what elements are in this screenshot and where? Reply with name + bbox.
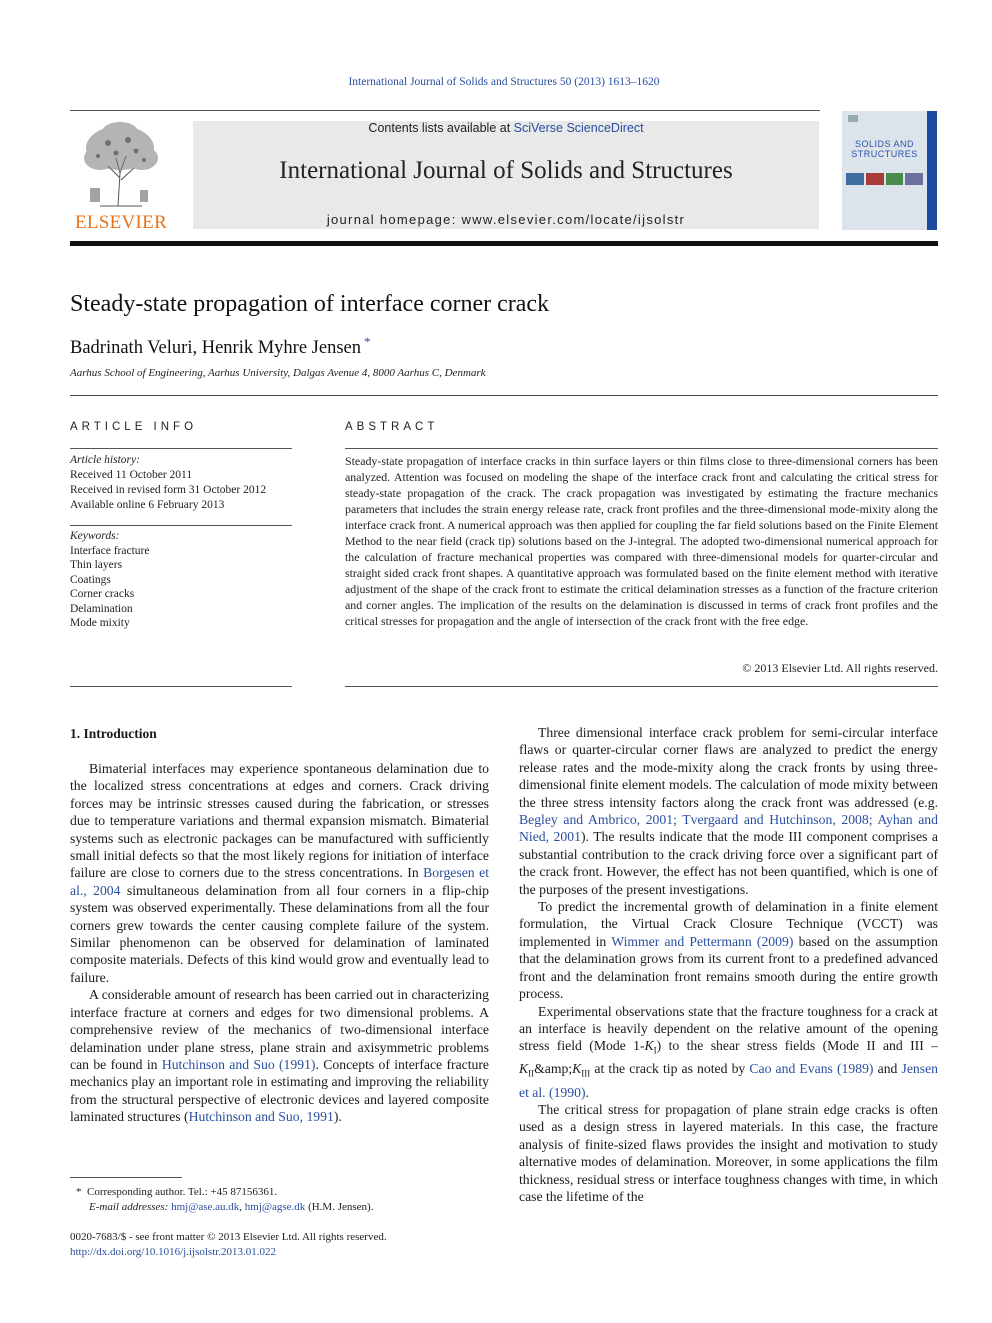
subscript: I (653, 1046, 657, 1057)
article-info-rule-bottom (70, 686, 292, 687)
email-suffix: (H.M. Jensen). (305, 1201, 374, 1213)
keyword-item: Mode mixity (70, 617, 130, 629)
header-top-rule (70, 110, 820, 111)
elsevier-tree-icon (70, 118, 172, 210)
citation-link[interactable]: Jensen et al. (1990) (519, 1061, 938, 1100)
paragraph-text: ). The results indicate that the mode III component comprises a substantial contribution to the crack driving force over a significant part of the crack front. However, the effect has not been quantified, which is one of the purposes of the present investigations. (519, 829, 938, 897)
footnote-mark: * (76, 1186, 82, 1198)
paragraph-text: . (585, 1084, 589, 1100)
body-column-right (519, 724, 938, 1205)
front-matter (70, 1230, 489, 1260)
paragraph (519, 1003, 938, 1102)
homepage-prefix: journal homepage: (326, 212, 462, 227)
email-note (70, 1200, 489, 1215)
issn-line: 0020-7683/$ - see front matter © 2013 Elsevier Ltd. All rights reserved. (70, 1231, 387, 1243)
paragraph-text: ). (333, 1109, 342, 1125)
paragraph-text: ) to the shear stress fields (Mode II and III – (656, 1038, 938, 1054)
paragraph-text: Three dimensional interface crack problem for semi-circular interface flaws or quarter-circular corner flaws are analyzed to predict the energy release rates and the mode-mixity along the crack fronts by using three-dimensional finite element models. The calculation of mode mixity between the three stress intensity factors along the crack front was addressed (e.g. (519, 725, 938, 810)
sciencedirect-link[interactable]: SciVerse ScienceDirect (513, 121, 644, 135)
paragraph (519, 724, 938, 898)
cover-logo-icon (848, 115, 858, 122)
abstract-heading: ABSTRACT (345, 421, 439, 433)
article-info-rule-top (70, 448, 292, 449)
paragraph-text: simultaneous delamination from all four corners in a flip-chip system was observed experimentally. These delaminations from all the four corners grew towards the center causing complete failure of the system. Similar phenomenon can be observed for delamination of laminated composite materials. Defects of this kind would grow and eventually lead to failure. (70, 882, 489, 985)
footnotes (70, 1185, 489, 1215)
keyword-item: Interface fracture (70, 544, 150, 557)
symbol-k: K (644, 1038, 654, 1054)
keyword-item: Delamination (70, 602, 133, 615)
elsevier-wordmark: ELSEVIER (74, 212, 168, 233)
paragraph-text: Experimental observations state that the fracture toughness for a crack at an interface is heavily dependent on the relative amount of the opening stress field (Mode 1- (519, 1003, 938, 1054)
corresponding-author-mark[interactable]: * (363, 334, 371, 349)
author-list (70, 334, 370, 359)
citation-link[interactable]: Hutchinson and Suo, 1991 (188, 1109, 334, 1125)
paragraph-text: To predict the incremental growth of delamination in a finite element formulation, the Virtual Crack Closure Technique (VCCT) was implemented in (519, 899, 938, 949)
email-label: E-mail addresses: (89, 1201, 172, 1213)
keyword-item: Thin layers (70, 559, 123, 571)
cover-title-line-1: SOLIDS AND (854, 139, 915, 149)
elsevier-logo (70, 118, 172, 234)
subscript: III (581, 1069, 591, 1080)
article-history (70, 453, 292, 513)
cover-title (842, 139, 927, 159)
abstract-copyright: © 2013 Elsevier Ltd. All rights reserved. (742, 661, 938, 675)
citation-link[interactable]: Begley and Ambrico, 2001; Tvergaard and Hutchinson, 2008; Ayhan and Nied, 2001 (519, 812, 938, 845)
paragraph: The critical stress for propagation of plane strain edge cracks is often used as a design stress in layered materials. In this case, the fracture analysis of finite-sized flaws provides the insight and motivation to study alternative modes of delamination. Moreover, in some applications the film thickness, residual stress or interface toughness changes with time, in which case the lifetime of the (519, 1102, 938, 1205)
cover-image-strip (846, 173, 923, 185)
keywords-list (70, 529, 292, 631)
history-online: Available online 6 February 2013 (70, 499, 225, 511)
contents-prefix: Contents lists available at (368, 121, 514, 135)
homepage-url[interactable]: www.elsevier.com/locate/ijsolstr (461, 212, 686, 227)
history-received: Received 11 October 2011 (70, 469, 193, 481)
abstract-rule-bottom (345, 686, 938, 687)
affiliation: Aarhus School of Engineering, Aarhus University, Dalgas Avenue 4, 8000 Aarhus C, Denmark (70, 367, 486, 379)
symbol-k: K (572, 1061, 582, 1077)
email-link[interactable]: hmj@ase.au.dk (171, 1201, 240, 1213)
journal-cover-thumbnail (842, 111, 937, 230)
cover-title-line-2: STRUCTURES (851, 149, 918, 159)
author-1: Badrinath Veluri, (70, 338, 202, 359)
paragraph-text: based on the assumption that the delamination grows from its current front to a predefined advanced front and the delamination front remains smooth during the entire growth process. (519, 933, 939, 1002)
subscript: II (528, 1069, 535, 1080)
article-title: Steady-state propagation of interface corner crack (70, 291, 550, 317)
title-rule (70, 395, 938, 396)
paragraph-text: at the crack tip as noted by (590, 1061, 750, 1077)
citation-link[interactable]: Wimmer and Pettermann (2009) (611, 933, 794, 949)
journal-citation[interactable]: International Journal of Solids and Structures 50 (2013) 1613–1620 (348, 76, 660, 88)
journal-homepage (193, 212, 819, 227)
abstract-text: Steady-state propagation of interface cracks in thin surface layers or thin films close to three-dimensional corners has been analyzed. Attention was focused on modeling the shape of the interface crack front and calculating the critical stress for steady-state propagation of the crack. The crack propagation was investigated by estimating the fracture mechanics parameters that includes the strain energy release rate, crack front profiles and the three-dimensional mode-mixity along the interface crack front. A numerical approach was then applied for coupling the far field solutions based on the Finite Element Method to the near field (crack tip) solutions based on the J-integral. The adopted two-dimensional numerical approach for the calculation of fracture mechanical properties was compared with three-dimensional models for quarter-circular and straight sided crack front shapes. A quantitative approach was formulated based on the finite element method with iterative adjustment of the shape of the crack front to estimate the critical delamination stresses as a function of the fracture criterion and corner angles. The implication of the results on the delamination is discussed in terms of crack front profiles and the critical stresses for propagation and the angle of intersection of the crack front with the free edge. (345, 454, 938, 628)
doi-link[interactable]: http://dx.doi.org/10.1016/j.ijsolstr.2013.01.022 (70, 1246, 277, 1258)
history-label: Article history: (70, 454, 140, 466)
history-revised: Received in revised form 31 October 2012 (70, 484, 267, 496)
email-separator: , (239, 1201, 245, 1213)
symbol-k: K (519, 1061, 529, 1077)
citation-link[interactable]: Borgesen et al., 2004 (70, 865, 489, 898)
amp-entity: &amp; (534, 1061, 573, 1077)
paragraph (519, 898, 938, 1002)
paragraph-text: and (873, 1061, 902, 1077)
corresponding-author-note (70, 1185, 489, 1200)
abstract-rule-top (345, 448, 938, 449)
header-thick-rule (70, 241, 938, 246)
paragraph (70, 986, 489, 1125)
body-column-left (70, 760, 489, 1126)
journal-title: International Journal of Solids and Structures (279, 157, 733, 184)
citation-link[interactable]: Hutchinson and Suo (1991) (161, 1056, 316, 1072)
keyword-item: Coatings (70, 573, 111, 586)
article-info-rule-mid (70, 525, 292, 526)
paragraph-text: . Concepts of interface fracture mechanics play an important role in estimating and improving the reliability from the structural perspective of electronic devices and layered composite laminated structures ( (70, 1056, 490, 1125)
keywords-label: Keywords: (70, 530, 120, 542)
paragraph-text: Bimaterial interfaces may experience spontaneous delamination due to the localized stress concentrations at edges and corners. Crack driving forces may be intrinsic stresses caused during the fabrication, or stresses due to temperature variations and thermal expansion mismatch. Bimaterial systems such as electronic packages can be manufactured with sufficiently small initial defects so that the most likely regions for initiation of interface failure are close to corners due to the stress concentrations. In (70, 761, 489, 881)
footnote-text: Corresponding author. Tel.: +45 87156361. (87, 1186, 278, 1198)
article-info-heading: ARTICLE INFO (70, 421, 198, 433)
citation-link[interactable]: Cao and Evans (1989) (749, 1061, 874, 1077)
contents-line (193, 121, 819, 135)
footnote-rule (70, 1177, 182, 1178)
paragraph-text: A considerable amount of research has been carried out in characterizing interface fracture at corners and edges for two dimensional problems. A comprehensive review of the mechanics of two-dimensional interface delamination under plane stress, plane strain and axisymmetric problems can be found in (70, 987, 489, 1072)
journal-header-banner (193, 121, 819, 229)
section-heading-introduction: 1. Introduction (70, 726, 157, 741)
email-link[interactable]: hmj@agse.dk (244, 1201, 306, 1213)
keyword-item: Corner cracks (70, 588, 135, 600)
author-2: Henrik Myhre Jensen (201, 338, 361, 359)
paragraph (70, 760, 489, 986)
